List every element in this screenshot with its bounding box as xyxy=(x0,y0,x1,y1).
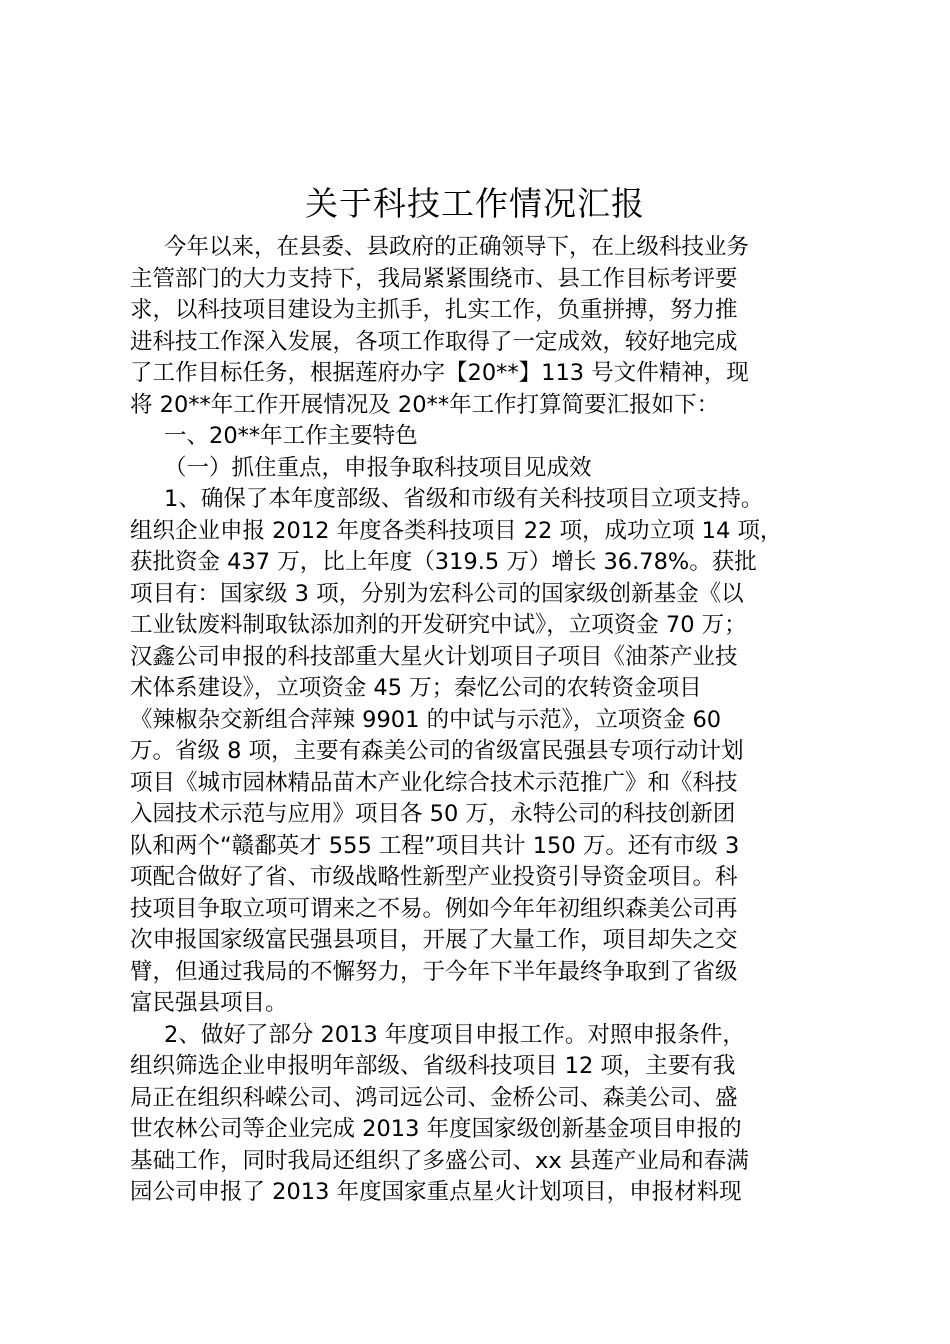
text-line: 臂，但通过我局的不懈努力，于今年下半年最终争取到了省级 xyxy=(130,958,738,985)
text-line: 组织筛选企业申报明年部级、省级科技项目 12 项，主要有我 xyxy=(130,1053,736,1079)
text-line: 术体系建设》，立项资金 45 万；秦忆公司的农转资金项目 xyxy=(130,675,702,701)
document-body xyxy=(130,232,830,1209)
text-line: 2、做好了部分 2013 年度项目申报工作。对照申报条件， xyxy=(164,1021,745,1048)
text-line: 获批资金 437 万，比上年度（319.5 万）增长 36.78%。获批 xyxy=(130,549,757,575)
text-line: 次申报国家级富民强县项目，开展了大量工作，项目却失之交 xyxy=(130,927,738,953)
text-line: 今年以来，在县委、县政府的正确领导下，在上级科技业务 xyxy=(164,234,750,260)
text-line: 局正在组织科嵘公司、鸿司远公司、金桥公司、森美公司、盛 xyxy=(130,1084,738,1111)
text-line: 1、确保了本年度部级、省级和市级有关科技项目立项支持。 xyxy=(164,486,764,512)
text-line: 项目《城市园林精品苗木产业化综合技术示范推广》和《科技 xyxy=(130,769,738,796)
section-heading: 一、20**年工作主要特色 xyxy=(164,423,418,449)
text-line: 了工作目标任务，根据莲府办字【20**】113 号文件精神，现 xyxy=(130,360,749,386)
text-line: 工业钛废料制取钛添加剂的开发研究中试》，立项资金 70 万； xyxy=(130,612,747,638)
text-line: 主管部门的大力支持下，我局紧紧围绕市、县工作目标考评要 xyxy=(130,265,738,292)
subsection-heading: （一）抓住重点，申报争取科技项目见成效 xyxy=(164,454,592,481)
text-line: 汉鑫公司申报的科技部重大星火计划项目子项目《油茶产业技 xyxy=(130,643,738,670)
text-line: 组织企业申报 2012 年度各类科技项目 22 项，成功立项 14 项， xyxy=(130,517,783,544)
text-line: 项配合做好了省、市级战略性新型产业投资引导资金项目。科 xyxy=(130,864,738,890)
text-line: 队和两个“赣鄱英才 555 工程”项目共计 150 万。还有市级 3 xyxy=(130,832,740,859)
text-line: 入园技术示范与应用》项目各 50 万，永特公司的科技创新团 xyxy=(130,801,736,827)
text-line: 世农林公司等企业完成 2013 年度国家级创新基金项目申报的 xyxy=(130,1116,742,1142)
text-line: 项目有：国家级 3 项，分别为宏科公司的国家级创新基金《以 xyxy=(130,580,744,607)
text-line: 《辣椒杂交新组合萍辣 9901 的中试与示范》，立项资金 60 xyxy=(130,706,722,733)
document-title: 关于科技工作情况汇报 xyxy=(305,184,645,223)
text-line: 技项目争取立项可谓来之不易。例如今年年初组织森美公司再 xyxy=(130,895,738,922)
text-line: 万。省级 8 项，主要有森美公司的省级富民强县专项行动计划 xyxy=(130,738,744,764)
text-line: 园公司申报了 2013 年度国家重点星火计划项目，申报材料现 xyxy=(130,1179,742,1205)
text-line: 富民强县项目。 xyxy=(130,990,288,1016)
text-line: 求，以科技项目建设为主抓手，扎实工作，负重拼搏，努力推 xyxy=(130,297,738,323)
text-line: 基础工作，同时我局还组织了多盛公司、xx 县莲产业局和春满 xyxy=(130,1147,749,1174)
text-line: 进科技工作深入发展，各项工作取得了一定成效，较好地完成 xyxy=(130,328,738,355)
text-line: 将 20**年工作开展情况及 20**年工作打算简要汇报如下： xyxy=(130,391,720,418)
